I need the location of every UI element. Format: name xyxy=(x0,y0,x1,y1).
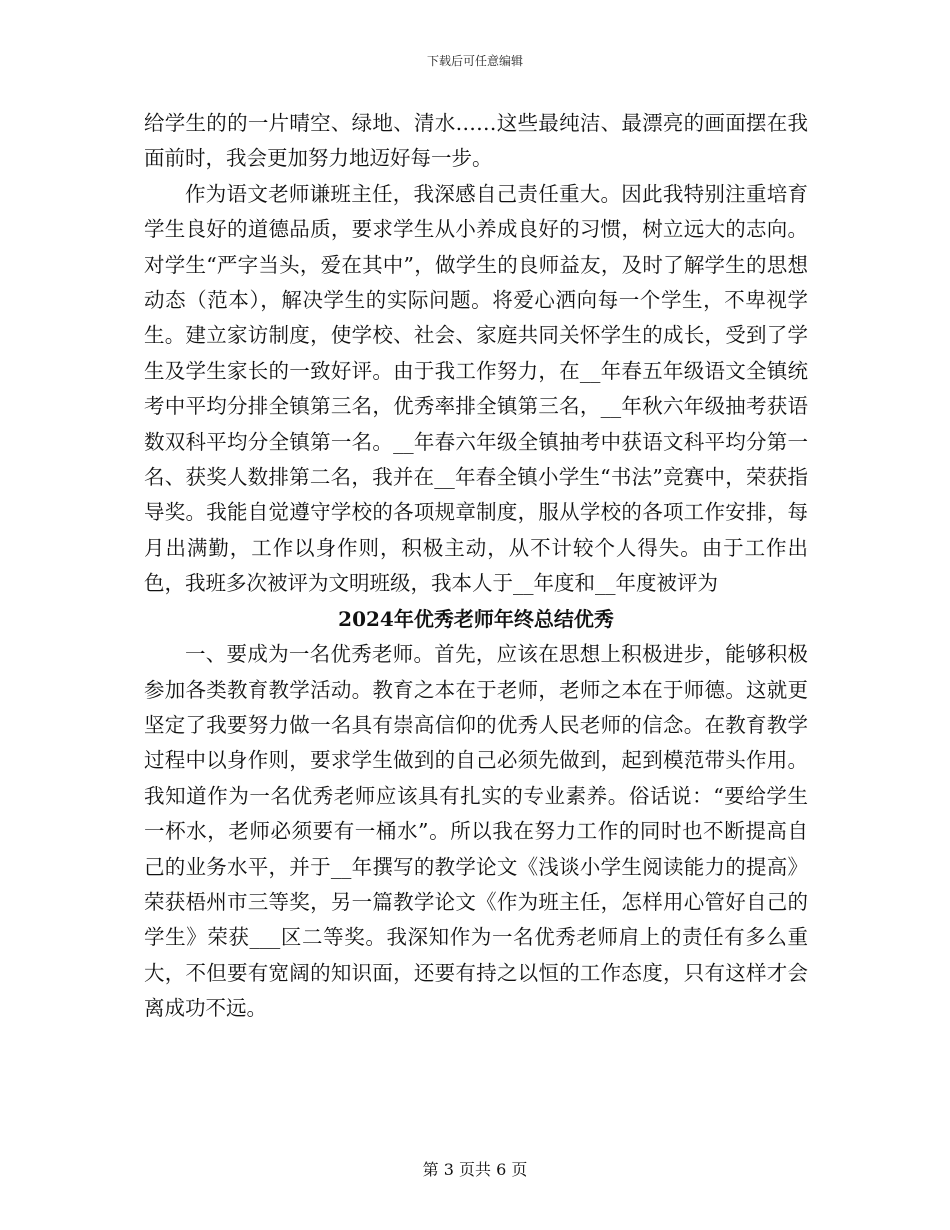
paragraph-continuation: 给学生的的一片晴空、绿地、清水……这些最纯洁、最漂亮的画面摆在我面前时，我会更加努力地迈好每一步。 xyxy=(144,111,808,171)
page-footer: 第 3 页共 6 页 xyxy=(422,1160,528,1179)
paragraph-class-teacher: 作为语文老师谦班主任，我深感自己责任重大。因此我特别注重培育学生良好的道德品质，要求学生从小养成良好的习惯，树立远大的志向。对学生“严字当头，爱在其中”，做学生的良师益友，及时了解学生的思想动态（范本），解决学生的实际问题。将爱心洒向每一个学生，不卑视学生。建立家访制度，使学校、社会、家庭共同关怀学生的成长，受到了学生及学生家长的一致好评。由于我工作努力，在__年春五年级语文全镇统考中平均分排全镇第三名，优秀率排全镇第三名，__年秋六年级抽考获语数双科平均分全镇第一名。__年春六年级全镇抽考中获语文科平均分第一名、获奖人数排第二名，我并在__年春全镇小学生“书法”竞赛中，荣获指导奖。我能自觉遵守学校的各项规章制度，服从学校的各项工作安排，每月出满勤，工作以身作则，积极主动，从不计较个人得失。由于工作出色，我班多次被评为文明班级，我本人于__年度和__年度被评为 xyxy=(144,181,808,596)
document-body xyxy=(144,106,808,1027)
section-title: 2024年优秀老师年终总结优秀 xyxy=(338,606,614,631)
paragraph-excellent-teacher: 一、要成为一名优秀老师。首先，应该在思想上积极进步，能够积极参加各类教育教学活动。教育之本在于老师，老师之本在于师德。这就更坚定了我要努力做一名具有崇高信仰的优秀人民老师的信念。在教育教学过程中以身作则，要求学生做到的自己必须先做到，起到模范带头作用。我知道作为一名优秀老师应该具有扎实的专业素养。俗话说：“要给学生一杯水，老师必须要有一桶水”。所以我在努力工作的同时也不断提高自己的业务水平，并于__年撰写的教学论文《浅谈小学生阅读能力的提高》荣获梧州市三等奖，另一篇教学论文《作为班主任，怎样用心管好自己的学生》荣获___区二等奖。我深知作为一名优秀老师肩上的责任有多么重大，不但要有宽阔的知识面，还要有持之以恒的工作态度，只有这样才会离成功不远。 xyxy=(144,642,808,1021)
page-header: 下载后可任意编辑 xyxy=(426,54,523,68)
